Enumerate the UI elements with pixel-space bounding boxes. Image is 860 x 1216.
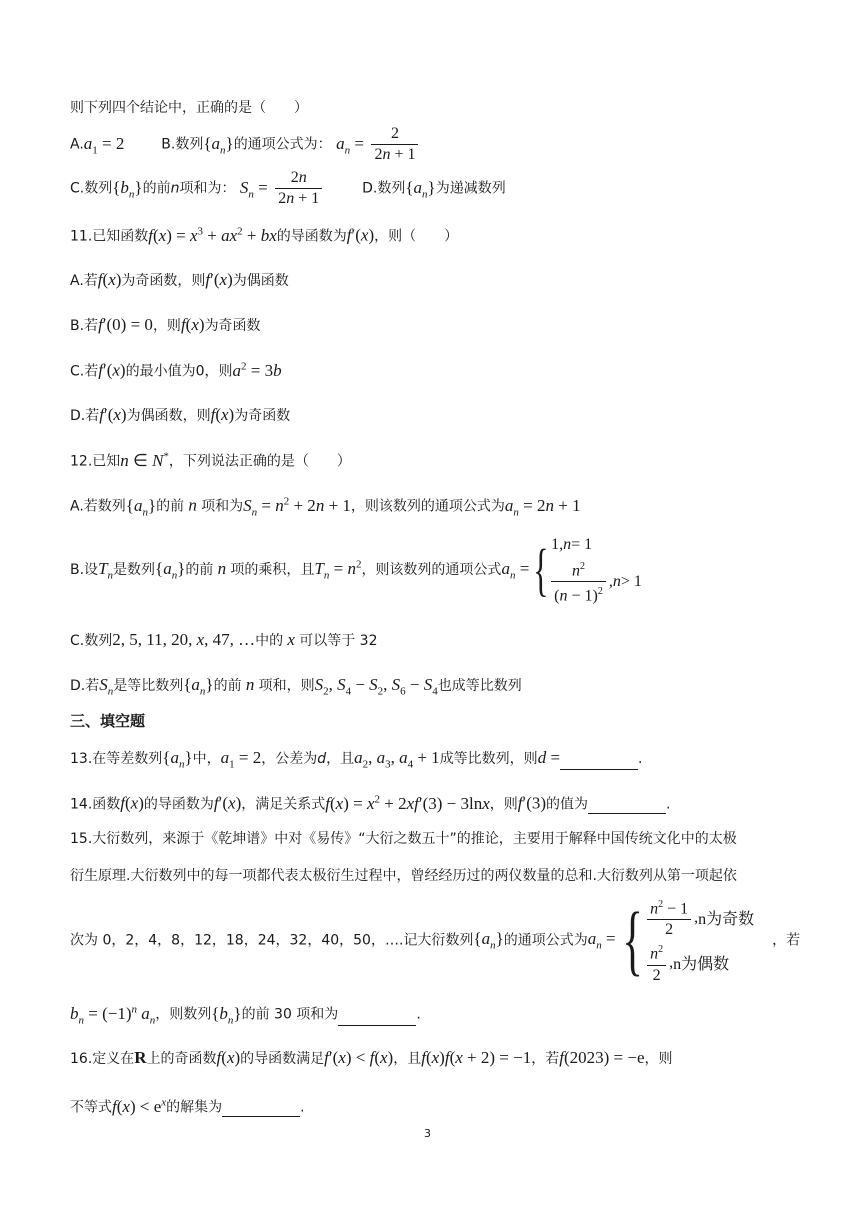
q10-a-math: $a_1 = 2$ (83, 133, 125, 156)
q12-b-T: $T_n$ (98, 558, 114, 582)
q11-a-fx: f(x) (97, 270, 122, 289)
q11-c-eq: $a^2 = 3b$ (232, 360, 282, 380)
q12-cond: n ∈ N* (120, 450, 169, 470)
q16-t2: 的导函数满足 (240, 1051, 325, 1067)
q12-a-n: n (184, 495, 202, 515)
q14-t3: ，则 (489, 796, 518, 813)
q12-c-seq: 2, 5, 11, 20, x, 47, … (112, 630, 256, 649)
q11-a-t2: 为偶函数 (232, 273, 289, 289)
q15-ruo: ，若 (772, 932, 801, 949)
q15-cases: $\frac{n^2 - 1}{2}$ , n为奇数 $\frac{n^2}{2}$ , n为偶数 (647, 895, 754, 986)
q12-c-label: C.数列 (70, 633, 113, 649)
q16-ineq: f′(x) < f(x) (324, 1048, 394, 1067)
q12-b-t1: 是数列 (113, 561, 156, 578)
q16-t1: 上的奇函数 (146, 1051, 217, 1067)
q16-fx: f(x) (216, 1048, 241, 1067)
q16-ineq2: $f(x) < e^x$ (112, 1096, 167, 1116)
q15-line3 (70, 895, 800, 986)
q16-t5: ，则 (644, 1051, 673, 1067)
q11-mid: 的导函数为 (276, 228, 347, 245)
q12-b-an: $a_n$ = (501, 558, 530, 582)
q12-a-t2: 项和为 (201, 498, 244, 515)
q12-option-b (70, 533, 642, 607)
q12-c-t2: 可以等于 (299, 633, 356, 649)
q13-t4: 成等比数列，则 (439, 751, 538, 767)
q12-b-n: n (213, 558, 231, 578)
q13-terms: $a_2$, $a_3$, $a_4 + 1$ (354, 748, 440, 771)
intro-text: 则下列四个结论中，正确的是（ ） (70, 100, 308, 116)
q11-d-dfx: f′(x) (99, 405, 127, 424)
q10-c-formula: $S_n$ = (239, 177, 268, 200)
q10-d-label: D.数列 (362, 180, 406, 197)
q10-c-label: C.数列 (70, 180, 113, 197)
q10-d-text: 为递减数列 (435, 180, 506, 197)
q12-b-cond: $T_n = n^2$ (314, 558, 362, 582)
q13-t1: 中， (192, 751, 221, 767)
q10-c-seq: $\{b_n\}$ (112, 177, 143, 200)
q11-b-label: B.若 (70, 318, 99, 334)
q12-b-label: B.设 (70, 561, 99, 578)
q15-line3a: 次为 0，2，4，8，12，18，24，32，40，50，….记大衍数列 (70, 932, 474, 949)
q10-c-n: n (170, 180, 180, 197)
q15-even: n为偶数 (673, 956, 730, 974)
q14-fx: f(x) (120, 793, 144, 813)
q12-c-val: 32 (359, 633, 378, 649)
q12-b-brace: { (533, 536, 549, 602)
q11-b-t2: 为奇函数 (204, 318, 261, 334)
q15-line4: $b_n = (-1)^n$ $a_n$，则数列$\{b_n\}$的前 30 项和为 . (70, 1003, 421, 1027)
q15-brace: { (622, 896, 643, 984)
q16-t3: ，且 (393, 1051, 422, 1067)
q10-b-fraction: $\frac{2}{2n + 1}$ (371, 124, 418, 165)
q12-stem (70, 450, 351, 471)
q12-b-t4: ，则该数列的通项公式 (361, 561, 502, 578)
q13-blank[interactable] (560, 755, 638, 770)
q12-c-t1: 中的 (255, 633, 284, 649)
q14-df3: f′(3) (517, 793, 547, 813)
q10-b-text: 的通项公式为： (233, 136, 332, 153)
q13-t3: ，且 (326, 751, 355, 767)
page-number: 3 (424, 1127, 431, 1140)
q10-a-label: A. (70, 136, 84, 153)
q12-b-t2: 的前 (185, 561, 214, 578)
q16-blank[interactable] (222, 1102, 300, 1117)
q12-d-n: n (241, 675, 259, 694)
q12-option-a (70, 495, 581, 518)
q12-b-seq: $\{a_n\}$ (155, 558, 186, 582)
q14-t1: 的导函数为 (143, 796, 214, 813)
q15-line1: 15.大衍数列，来源于《乾坤谱》中对《易传》“大衍之数五十”的推论，主要用于解释中国传统文化中的太极 (70, 831, 737, 847)
q12-d-S: $S_n$ (99, 675, 114, 698)
q16-prod: f(x)f(x + 2) = −1 (421, 1048, 532, 1067)
q12-option-d (70, 675, 522, 697)
q11-derivative: f′(x) (346, 225, 375, 245)
q12-d-terms: $S_2$, $S_4 - S_2$, $S_6 - S_4$ (314, 675, 438, 698)
q11-function: $f(x) = x^3 + ax^2$ + bx (148, 225, 277, 245)
q14-t4: 的值为 (546, 796, 589, 813)
q11-a-t1: 为奇函数，则 (121, 273, 206, 289)
q12-d-label: D.若 (70, 678, 100, 694)
q15-bn: $b_n = (-1)^n$ $a_n$ (70, 1003, 156, 1027)
q11-option-d (70, 405, 290, 425)
q12-c-x: x (283, 630, 300, 649)
q11-a-dfx: f′(x) (205, 270, 233, 289)
q11-option-a (70, 270, 289, 290)
q11-end: ，则（ ） (374, 228, 459, 245)
q10-option-c-d (70, 168, 506, 209)
q10-d-seq: $\{a_n\}$ (405, 177, 436, 200)
q14-relation: $f(x) = x^2 + 2xf'(3) - 3\ln x$ (325, 793, 490, 813)
q13-t2: ，公差为 (261, 751, 318, 767)
q16-line2b: 的解集为 (166, 1099, 223, 1116)
q12-a-formula: $a_n = 2n + 1$ (504, 495, 581, 519)
q12-option-c (70, 630, 377, 650)
q13-answer: d = (537, 748, 561, 767)
q12-b-cases: 1, n = 1 $\frac{n^2}{(n - 1)^2}$ , n > 1 (551, 536, 642, 605)
q11-c-dfx: f′(x) (98, 360, 126, 380)
q11-c-label: C.若 (70, 363, 99, 380)
q12-a-t3: ，则该数列的通项公式为 (350, 498, 505, 515)
q11-b-fx: f(x) (180, 315, 205, 334)
q12-label: 12.已知 (70, 453, 121, 470)
q11-d-t1: 为偶函数，则 (126, 408, 211, 424)
q11-stem (70, 225, 458, 246)
q11-c-zero: 0 (195, 363, 205, 380)
q10-option-a-b (70, 124, 421, 165)
q12-d-t1: 是等比数列 (113, 678, 184, 694)
q11-c-t2: ，则 (204, 363, 233, 380)
q10-b-label: B.数列 (161, 136, 204, 153)
q14: 14.函数f(x)的导函数为f′(x)，满足关系式$f(x) = x^2 + 2xf'(3) - 3\ln x$，则f′(3)的值为 . (70, 793, 671, 813)
q12-end: ，下列说法正确的是（ ） (168, 453, 351, 470)
q16-f2023: f(2023) = −e (559, 1048, 645, 1067)
q16-t4: ，若 (531, 1051, 560, 1067)
q10-c-fraction: $\frac{2n}{2n + 1}$ (275, 168, 322, 209)
q11-label: 11.已知函数 (70, 228, 149, 245)
q11-option-b (70, 315, 261, 335)
q14-label: 14.函数 (70, 796, 121, 813)
q12-d-t4: 也成等比数列 (437, 678, 522, 694)
q16-line1 (70, 1048, 673, 1068)
q11-a-label: A.若 (70, 273, 98, 289)
q10-b-formula: $a_n$ = (336, 133, 364, 156)
q16-line2: 不等式$f(x) < e^x$的解集为 . (70, 1096, 305, 1116)
q13: 13.在等差数列$\{a_n\}$中，$a_1 = 2$，公差为d，且$a_2$, $a_3$, $a_4 + 1$成等比数列，则d = . (70, 748, 643, 771)
q11-c-t1: 的最小值为 (125, 363, 196, 380)
q11-b-t1: ，则 (152, 318, 181, 334)
q16-R: R (134, 1048, 147, 1067)
q15-line4b: 的前 30 项和为 (241, 1006, 339, 1023)
q10-b-seq: $\{a_n\}$ (203, 133, 234, 156)
q14-t2: ，满足关系式 (241, 796, 326, 813)
q11-d-t2: 为奇函数 (234, 408, 291, 424)
q12-d-seq: $\{a_n\}$ (183, 675, 214, 698)
q12-d-t3: 项和，则 (258, 678, 315, 694)
q15-line4a: ，则数列 (155, 1006, 212, 1023)
q11-d-fx: f(x) (210, 405, 235, 424)
q14-dfx: f′(x) (213, 793, 242, 813)
q11-option-c (70, 360, 282, 381)
q12-a-seq: $\{a_n\}$ (125, 495, 157, 519)
q15-an: $a_n$ = (587, 929, 616, 952)
q12-a-sum: $S_n = n^2 + 2n + 1$ (243, 495, 351, 519)
q13-label: 13.在等差数列 (70, 751, 163, 767)
q16-line2a: 不等式 (70, 1099, 112, 1116)
q15-seq: $\{a_n\}$ (473, 929, 504, 952)
q15-blank[interactable] (338, 1011, 416, 1026)
q15-odd: n为奇数 (698, 911, 755, 929)
q11-b-cond: f′(0) = 0 (98, 315, 153, 334)
q12-a-t1: 的前 (156, 498, 185, 515)
q15-line2: 衍生原理.大衍数列中的每一项都代表太极衍生过程中，曾经经历过的两仪数量的总和.大衍数列从第一项起依 (70, 868, 737, 884)
q15-line3b: 的通项公式为 (503, 932, 588, 949)
q13-d: d (317, 751, 327, 767)
q12-d-t2: 的前 (213, 678, 242, 694)
q13-seq: $\{a_n\}$ (162, 748, 193, 771)
q14-blank[interactable] (588, 799, 666, 814)
q10-c-text2: 项和为： (179, 180, 236, 197)
q16-label: 16.定义在 (70, 1051, 135, 1067)
q13-a1: $a_1 = 2$ (220, 748, 262, 771)
q12-b-t3: 项的乘积，且 (230, 561, 315, 578)
section-heading: 三、填空题 (70, 712, 146, 730)
q15-bseq: $\{b_n\}$ (211, 1003, 242, 1027)
q11-d-label: D.若 (70, 408, 100, 424)
q12-a-label: A.若数列 (70, 498, 126, 515)
q10-c-text: 的前 (142, 180, 171, 197)
